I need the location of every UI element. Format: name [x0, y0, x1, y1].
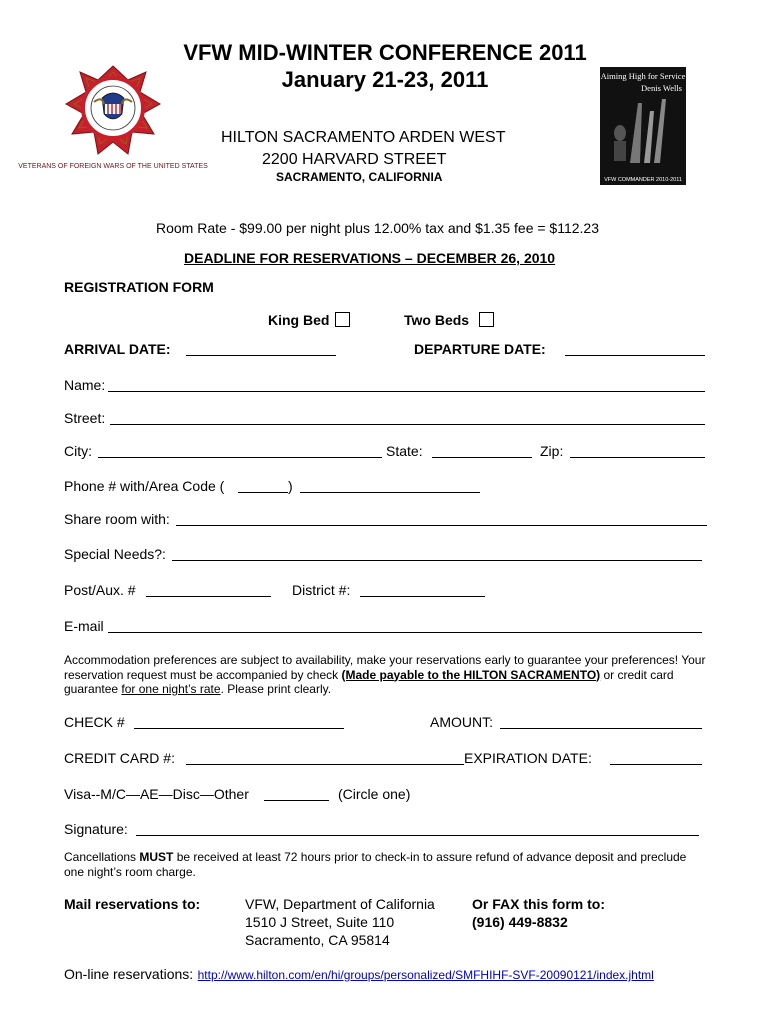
mail-address-line2: 1510 J Street, Suite 110	[245, 914, 395, 930]
online-label: On-line reservations:	[64, 966, 194, 982]
circle-one-hint: (Circle one)	[338, 786, 411, 802]
venue-city: SACRAMENTO, CALIFORNIA	[276, 170, 443, 184]
post-aux-field[interactable]	[146, 596, 271, 597]
share-room-field[interactable]	[176, 525, 707, 526]
amount-label: AMOUNT:	[430, 714, 493, 730]
online-reservation-link[interactable]: http://www.hilton.com/en/hi/groups/personalized/SMFHIHF-SVF-20090121/index.jhtml	[197, 968, 654, 982]
two-beds-option	[404, 312, 494, 328]
departure-date-label: DEPARTURE DATE:	[414, 341, 546, 357]
signature-field[interactable]	[136, 835, 699, 836]
name-label: Name:	[64, 377, 106, 393]
city-label: City:	[64, 443, 92, 459]
card-types-label: Visa--M/C—AE—Disc—Other	[64, 786, 249, 802]
fax-number: (916) 449-8832	[472, 914, 568, 930]
accommodation-text-1: Accommodation preferences are subject to availability, make your reservations early to guarantee your preferences! Your reservation request must be accompanied by check	[64, 653, 706, 682]
special-needs-field[interactable]	[172, 560, 702, 561]
king-bed-checkbox[interactable]	[335, 312, 350, 327]
district-field[interactable]	[360, 596, 485, 597]
state-field[interactable]	[432, 457, 532, 458]
check-number-field[interactable]	[134, 728, 344, 729]
phone-field[interactable]	[300, 492, 480, 493]
one-night-text: for one night’s rate	[121, 682, 221, 696]
accommodation-text-2: or credit card guarantee	[64, 667, 674, 696]
email-label: E-mail	[64, 618, 104, 634]
conference-title: VFW MID-WINTER CONFERENCE 2011	[183, 40, 587, 65]
credit-card-field[interactable]	[186, 764, 464, 765]
name-field[interactable]	[108, 391, 705, 392]
reservation-deadline: DEADLINE FOR RESERVATIONS – DECEMBER 26, 2010	[184, 250, 556, 266]
check-label: CHECK #	[64, 714, 125, 730]
card-type-other-field[interactable]	[264, 800, 329, 801]
departure-date-field[interactable]	[565, 355, 705, 356]
street-field[interactable]	[110, 424, 705, 425]
district-label: District #:	[292, 582, 351, 598]
cancellation-must: MUST	[139, 850, 174, 864]
accommodation-text-3: . Please print clearly.	[220, 682, 332, 696]
special-needs-label: Special Needs?:	[64, 546, 166, 562]
registration-heading: REGISTRATION FORM	[64, 279, 214, 295]
amount-field[interactable]	[500, 728, 702, 729]
share-room-label: Share room with:	[64, 511, 170, 527]
street-label: Street:	[64, 410, 106, 426]
arrival-date-label: ARRIVAL DATE:	[64, 341, 171, 357]
mail-address-line1: VFW, Department of California	[245, 896, 435, 912]
phone-label: Phone # with/Area Code (	[64, 478, 225, 494]
area-code-field[interactable]	[238, 492, 288, 493]
king-bed-option	[268, 312, 350, 328]
cancellation-policy	[64, 850, 704, 879]
accommodation-notice	[64, 653, 714, 697]
email-field[interactable]	[108, 632, 702, 633]
conference-dates: January 21-23, 2011	[281, 67, 489, 92]
city-field[interactable]	[98, 457, 382, 458]
two-beds-label: Two Beds	[404, 312, 470, 328]
fax-label: Or FAX this form to:	[472, 896, 605, 912]
expiration-label: EXPIRATION DATE:	[464, 750, 592, 766]
two-beds-checkbox[interactable]	[479, 312, 494, 327]
king-bed-label: King Bed	[268, 312, 330, 328]
phone-paren-close: )	[288, 478, 293, 494]
signature-label: Signature:	[64, 821, 128, 837]
state-label: State:	[386, 443, 423, 459]
cancellation-text-2: be received at least 72 hours prior to check-in to assure refund of advance deposit and preclude one night’s room charge.	[64, 850, 687, 879]
zip-field[interactable]	[570, 457, 705, 458]
cancellation-text-1: Cancellations	[64, 850, 140, 864]
photo-name: Denis Wells	[641, 83, 682, 93]
zip-label: Zip:	[540, 443, 564, 459]
mail-address-line3: Sacramento, CA 95814	[245, 932, 390, 948]
photo-caption: VFW COMMANDER 2010-2011	[604, 177, 682, 183]
made-payable-text: (Made payable to the HILTON SACRAMENTO)	[341, 667, 601, 682]
commander-photo	[600, 67, 686, 185]
venue-street: 2200 HARVARD STREET	[262, 151, 447, 168]
expiration-field[interactable]	[610, 764, 702, 765]
post-aux-label: Post/Aux. #	[64, 582, 136, 598]
seal-text: VETERANS OF FOREIGN WARS OF THE UNITED STATES	[18, 163, 208, 170]
credit-card-label: CREDIT CARD #:	[64, 750, 175, 766]
online-reservations	[64, 966, 654, 984]
mail-reservations-label: Mail reservations to:	[64, 896, 201, 912]
room-rate: Room Rate - $99.00 per night plus 12.00% tax and $1.35 fee = $112.23	[156, 220, 599, 236]
photo-title: Aiming High for Service	[600, 71, 686, 81]
arrival-date-field[interactable]	[186, 355, 336, 356]
venue-name: HILTON SACRAMENTO ARDEN WEST	[221, 129, 506, 146]
